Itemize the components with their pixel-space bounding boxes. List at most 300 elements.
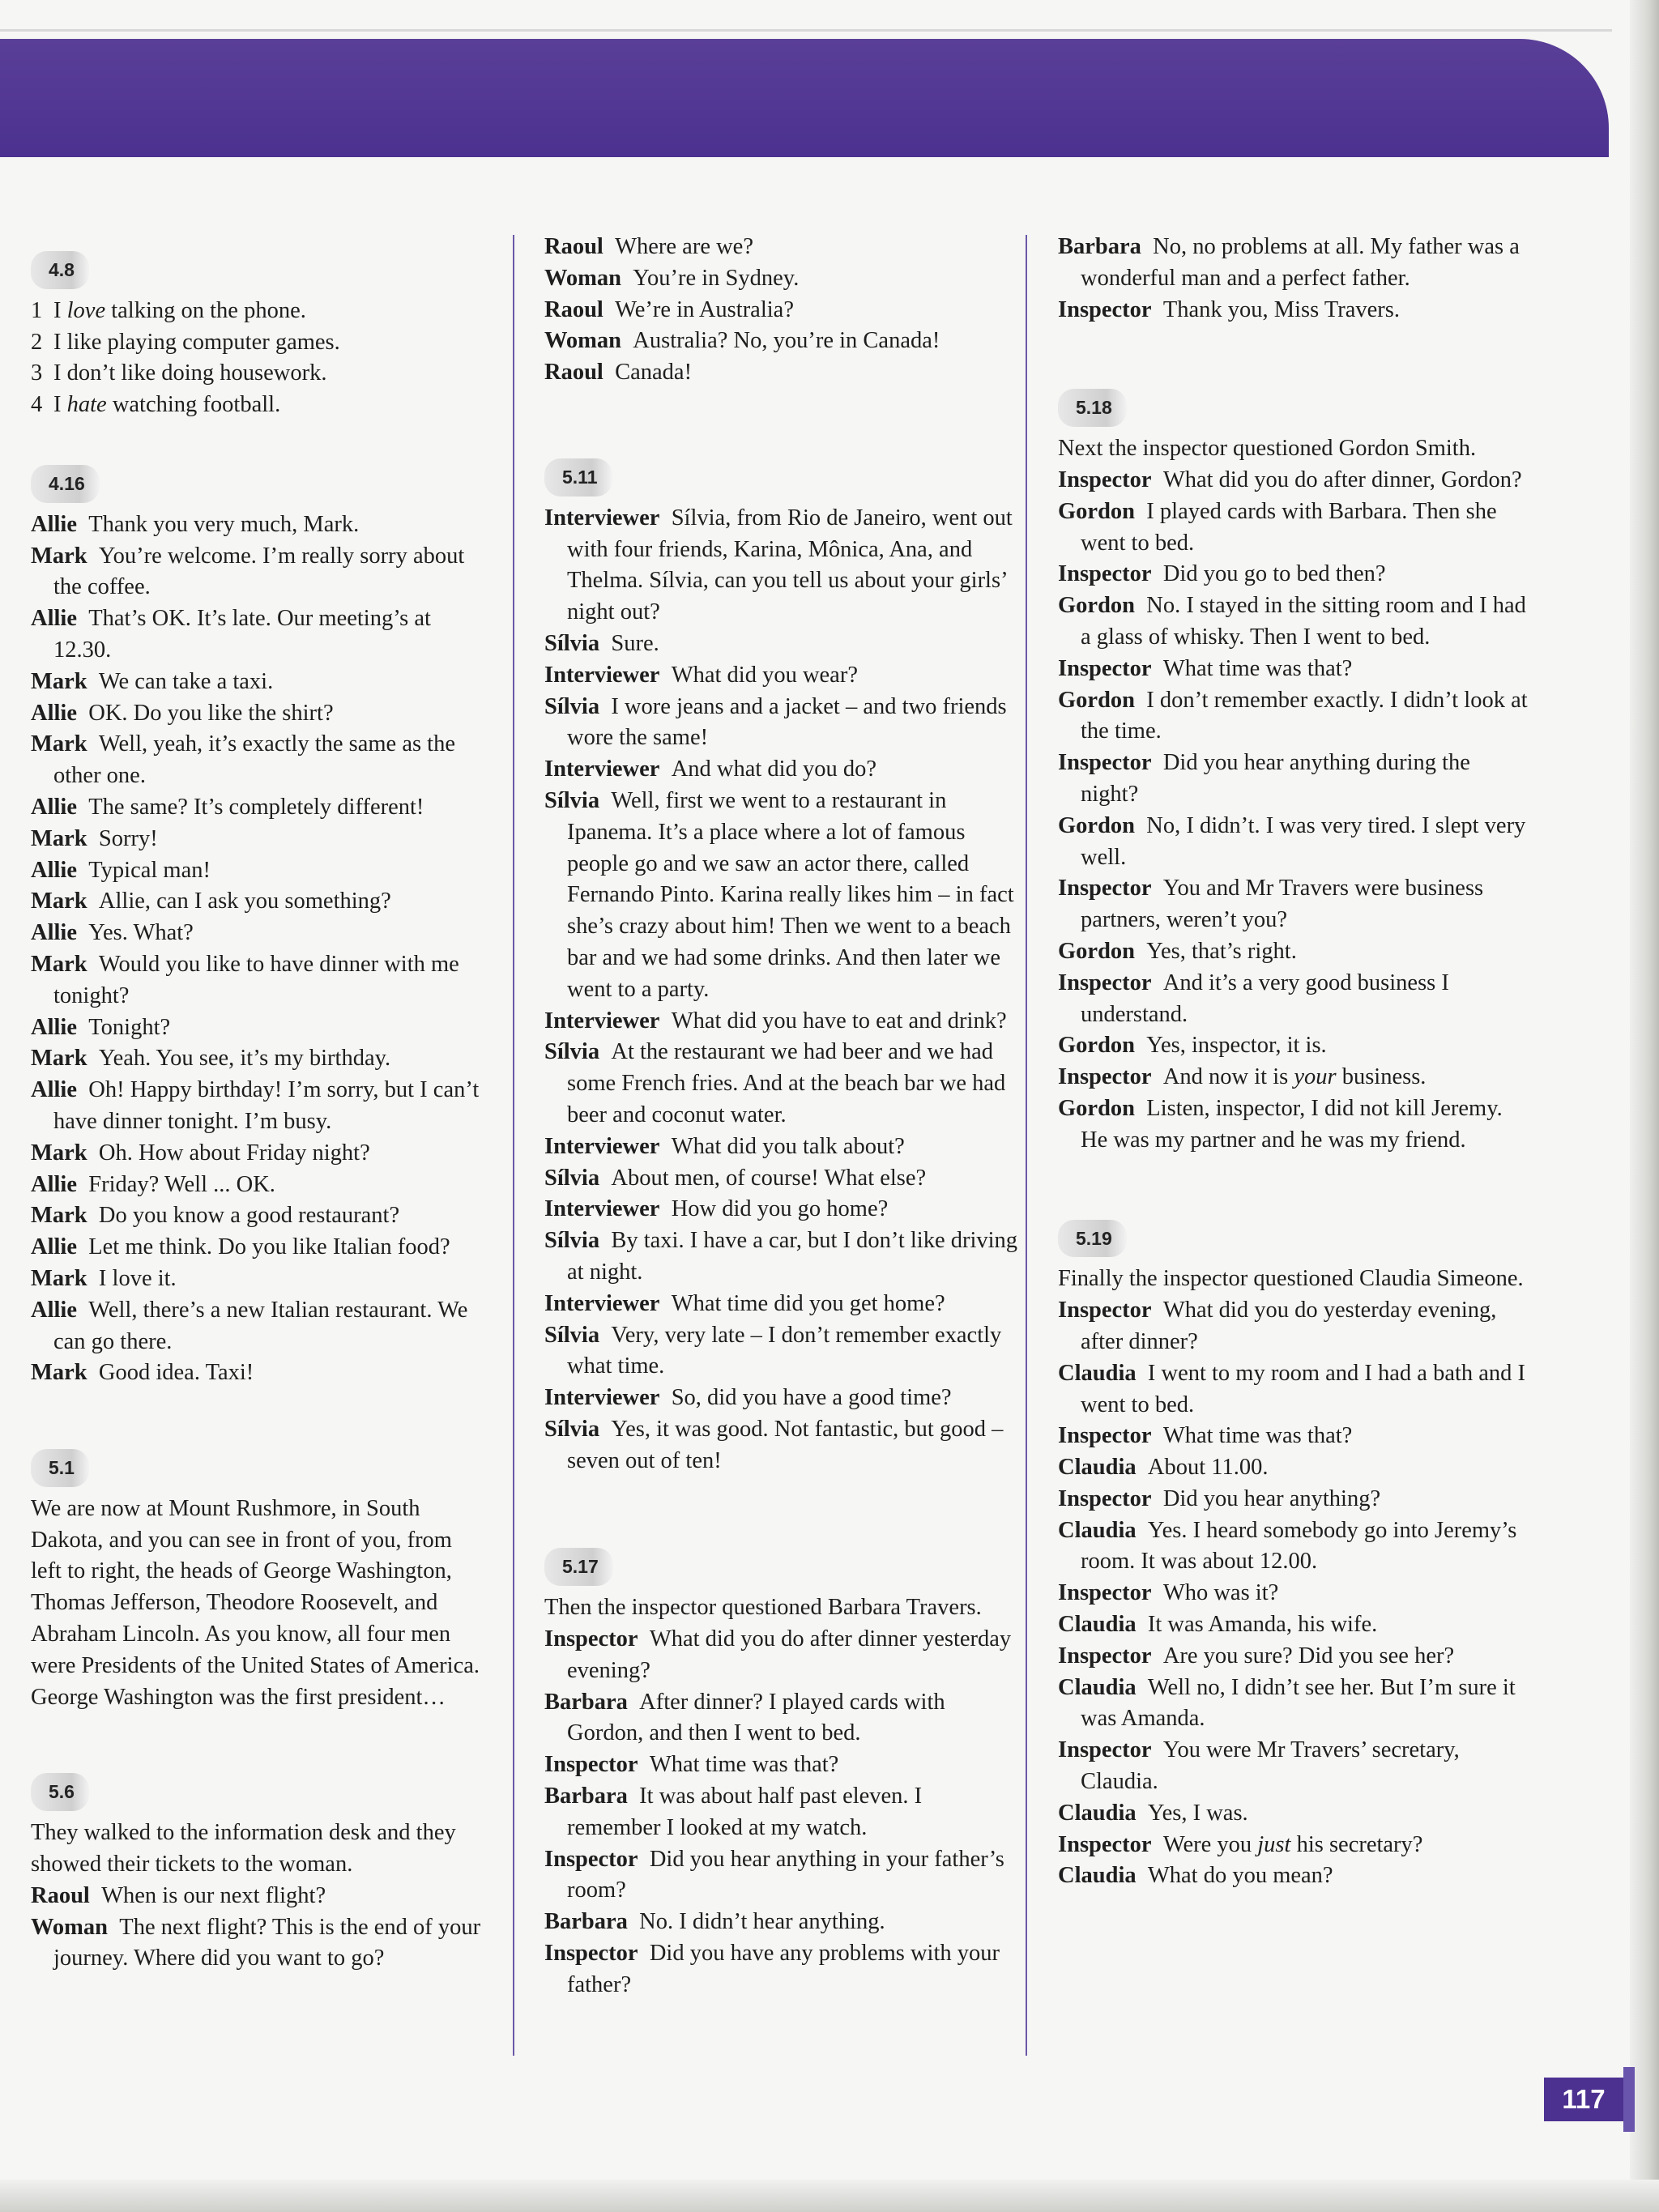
speech-text: No, I didn’t. I was very tired. I slept very well. <box>1081 812 1526 870</box>
column-rule-1 <box>513 235 514 2056</box>
dialogue-line <box>544 1320 1018 1383</box>
speaker-name: Inspector <box>1058 655 1152 681</box>
speech-text: Did you go to bed then? <box>1162 561 1386 587</box>
dialogue-line <box>1058 936 1528 968</box>
track-number-badge: 4.16 <box>31 465 100 503</box>
dialogue-line <box>544 263 1018 295</box>
dialogue-line <box>544 1907 1018 1938</box>
speaker-name: Claudia <box>1058 1360 1137 1386</box>
dialogue-line <box>31 1170 484 1201</box>
speech-text: Sorry! <box>98 825 158 851</box>
speaker-name: Gordon <box>1058 498 1136 524</box>
speech-text: Canada! <box>615 360 693 386</box>
speaker-name: Mark <box>31 731 87 757</box>
speech-text: Very, very late – I don’t remember exactly what time. <box>567 1322 1002 1379</box>
speaker-name: Raoul <box>31 1882 90 1908</box>
speech-text: What did you do after dinner, Gordon? <box>1162 467 1522 492</box>
speech-text: What time was that? <box>1162 1423 1353 1449</box>
speaker-name: Allie <box>31 794 77 820</box>
emphasis-text: just <box>1257 1831 1291 1857</box>
speaker-name: Sílvia <box>544 787 600 813</box>
dialogue-line <box>31 509 484 541</box>
dialogue-line <box>31 855 484 887</box>
list-number: 2 <box>31 329 43 355</box>
speaker-name: Barbara <box>544 1784 628 1809</box>
speaker-name: Mark <box>31 1203 87 1229</box>
dialogue-line <box>544 1163 1018 1195</box>
dialogue-line <box>31 824 484 855</box>
speaker-name: Mark <box>31 889 87 914</box>
speech-text: Yes, inspector, it is. <box>1146 1033 1327 1059</box>
speech-text: What did you do after dinner yesterday evening? <box>567 1626 1012 1683</box>
list-number: 1 <box>31 297 43 323</box>
speaker-name: Raoul <box>544 360 603 386</box>
dialogue-line <box>1058 1860 1528 1892</box>
dialogue-line <box>1058 1421 1528 1452</box>
speaker-name: Allie <box>31 606 77 632</box>
header-band <box>0 39 1609 157</box>
dialogue-line <box>544 1750 1018 1781</box>
speech-text: We can take a taxi. <box>98 668 274 694</box>
dialogue-line <box>31 1138 484 1170</box>
speech-text: Well, first we went to a restaurant in Ipanema. It’s a place where a lot of famous people go and we saw an actor there, called Fernando Pinto. Karina really likes him – in fact she’s crazy about him! Then we went to a beach bar and we had some drinks. And then later we went to a party. <box>567 787 1014 1002</box>
speaker-name: Interviewer <box>544 1385 660 1411</box>
narration-text: Finally the inspector questioned Claudia Simeone. <box>1058 1266 1524 1292</box>
dialogue-line <box>1058 811 1528 874</box>
track-number-badge: 5.11 <box>544 458 612 497</box>
speech-text: That’s OK. It’s late. Our meeting’s at 12.30. <box>53 606 431 663</box>
speech-text: When is our next flight? <box>101 1882 326 1908</box>
speaker-name: Sílvia <box>544 630 600 656</box>
speaker-name: Woman <box>31 1914 109 1940</box>
track-number-badge: 5.1 <box>31 1449 89 1487</box>
dialogue-line <box>544 1938 1018 2001</box>
transcript-section <box>544 458 1018 1477</box>
speaker-name: Inspector <box>1058 876 1152 901</box>
speaker-name: Interviewer <box>544 662 660 688</box>
list-text: talking on the phone. <box>105 297 306 323</box>
speech-text: Australia? No, you’re in Canada! <box>633 328 940 354</box>
dialogue-line <box>1058 465 1528 497</box>
speaker-name: Mark <box>31 668 87 694</box>
speaker-name: Inspector <box>544 1846 638 1872</box>
dialogue-line <box>544 326 1018 357</box>
speech-text: I played cards with Barbara. Then she went to bed. <box>1081 498 1497 556</box>
speech-text: Would you like to have dinner with me tonight? <box>53 951 459 1008</box>
transcript-section <box>1058 232 1528 326</box>
page-tab <box>1623 2067 1635 2132</box>
speaker-name: Mark <box>31 543 87 569</box>
page-number: 117 <box>1544 2078 1623 2121</box>
speaker-name: Inspector <box>1058 1831 1152 1857</box>
list-item <box>31 358 484 390</box>
transcript-section <box>1058 389 1528 1156</box>
speaker-name: Claudia <box>1058 1674 1137 1700</box>
speech-text: Tonight? <box>88 1014 171 1040</box>
speaker-name: Allie <box>31 700 77 726</box>
speech-text: I don’t remember exactly. I didn’t look at the time. <box>1081 687 1528 744</box>
dialogue-line <box>1058 232 1528 295</box>
list-number: 4 <box>31 392 43 418</box>
speech-text: No. I didn’t hear anything. <box>639 1909 885 1935</box>
speaker-name: Sílvia <box>544 1228 600 1254</box>
transcript-section <box>31 465 484 1389</box>
speaker-name: Inspector <box>1058 561 1152 587</box>
dialogue-line <box>544 1037 1018 1131</box>
narration-text: We are now at Mount Rushmore, in South Dakota, and you can see in front of you, from left to right, the heads of George Washington, Thomas Jefferson, Theodore Roosevelt, and Abraham Lincoln. As you know, all four men were Presidents of the United States of America. George Washington was the first president… <box>31 1495 480 1710</box>
page-top-edge <box>0 29 1612 32</box>
dialogue-line <box>31 541 484 604</box>
speech-text: It was Amanda, his wife. <box>1147 1612 1378 1638</box>
speech-text: Do you know a good restaurant? <box>98 1203 400 1229</box>
speaker-name: Gordon <box>1058 593 1136 619</box>
speaker-name: Raoul <box>544 296 603 322</box>
dialogue-line <box>544 503 1018 629</box>
dialogue-line <box>544 232 1018 263</box>
speaker-name: Inspector <box>1058 1737 1152 1763</box>
speech-text: What did you have to eat and drink? <box>671 1008 1007 1034</box>
dialogue-line <box>1058 1030 1528 1062</box>
dialogue-line <box>31 792 484 824</box>
dialogue-line <box>1058 1609 1528 1641</box>
speech-text: Thank you, Miss Travers. <box>1162 296 1400 322</box>
speaker-name: Gordon <box>1058 938 1136 964</box>
dialogue-line <box>544 357 1018 389</box>
page-bottom-edge <box>0 2180 1659 2212</box>
emphasis-text: hate <box>66 392 107 418</box>
dialogue-line <box>1058 1798 1528 1830</box>
transcript-section <box>544 232 1018 389</box>
speaker-name: Gordon <box>1058 1095 1136 1121</box>
narration-text: They walked to the information desk and they showed their tickets to the woman. <box>31 1820 456 1877</box>
speech-text: So, did you have a good time? <box>671 1385 952 1411</box>
dialogue-line <box>544 1844 1018 1907</box>
speech-text: Friday? Well ... OK. <box>88 1171 275 1197</box>
speech-text: About men, of course! What else? <box>611 1165 927 1191</box>
list-item <box>31 390 484 421</box>
speech-text: You’re welcome. I’m really sorry about the coffee. <box>53 543 465 600</box>
speaker-name: Sílvia <box>544 1165 600 1191</box>
dialogue-line <box>31 918 484 949</box>
emphasis-text: love <box>66 297 106 323</box>
dialogue-line <box>1058 1830 1528 1861</box>
speaker-name: Interviewer <box>544 1290 660 1316</box>
speech-text: Did you hear anything in your father’s room? <box>567 1846 1004 1903</box>
speech-text: Were you <box>1162 1831 1258 1857</box>
speech-text: How did you go home? <box>671 1196 889 1222</box>
dialogue-line <box>544 1414 1018 1477</box>
track-number-badge: 5.17 <box>544 1548 613 1586</box>
speech-text: Yeah. You see, it’s my birthday. <box>98 1046 391 1072</box>
dialogue-line <box>1058 1484 1528 1515</box>
speech-text: Well, yeah, it’s exactly the same as the other one. <box>53 731 456 789</box>
speech-text: Oh! Happy birthday! I’m sorry, but I can’t have dinner tonight. I’m busy. <box>53 1077 480 1134</box>
dialogue-line <box>31 949 484 1012</box>
list-number: 3 <box>31 360 43 386</box>
dialogue-line <box>31 1075 484 1138</box>
speaker-name: Barbara <box>1058 234 1141 259</box>
dialogue-line <box>1058 1578 1528 1609</box>
dialogue-line <box>1058 295 1528 326</box>
speech-text: What did you talk about? <box>671 1133 905 1159</box>
speech-text: his secretary? <box>1290 1831 1423 1857</box>
speaker-name: Interviewer <box>544 1196 660 1222</box>
dialogue-line <box>544 1006 1018 1038</box>
dialogue-line <box>544 1383 1018 1414</box>
speech-text: The next flight? This is the end of your journey. Where did you want to go? <box>53 1914 481 1971</box>
speech-text: Let me think. Do you like Italian food? <box>88 1234 450 1260</box>
speaker-name: Mark <box>31 1360 87 1386</box>
dialogue-line <box>544 660 1018 692</box>
list-item <box>31 296 484 327</box>
dialogue-line <box>544 1194 1018 1225</box>
transcript-section <box>31 251 484 421</box>
dialogue-line <box>1058 1358 1528 1421</box>
speaker-name: Inspector <box>1058 467 1152 492</box>
dialogue-line <box>1058 1062 1528 1093</box>
list-text: I like playing computer games. <box>53 329 340 355</box>
speech-text: Yes. I heard somebody go into Jeremy’s room. It was about 12.00. <box>1081 1517 1517 1575</box>
column-3 <box>1058 232 1528 1892</box>
speaker-name: Sílvia <box>544 1322 600 1348</box>
column-2 <box>544 232 1018 2001</box>
speaker-name: Inspector <box>1058 296 1152 322</box>
speaker-name: Mark <box>31 951 87 977</box>
speech-text: What time was that? <box>1162 655 1353 681</box>
dialogue-line <box>31 1264 484 1295</box>
dialogue-line <box>31 1912 484 1975</box>
dialogue-line <box>31 698 484 730</box>
speech-text: What did you wear? <box>671 662 858 688</box>
speaker-name: Interviewer <box>544 505 660 531</box>
dialogue-line <box>544 786 1018 1006</box>
book-edge <box>1630 0 1659 2212</box>
track-number-badge: 5.6 <box>31 1773 89 1811</box>
speech-text: By taxi. I have a car, but I don’t like driving at night. <box>567 1228 1018 1285</box>
dialogue-line <box>544 295 1018 326</box>
dialogue-line <box>1058 1295 1528 1358</box>
speech-text: And it’s a very good business I understand. <box>1081 970 1449 1027</box>
speech-text: Well, there’s a new Italian restaurant. We can go there. <box>53 1297 468 1354</box>
dialogue-line <box>31 667 484 698</box>
speaker-name: Inspector <box>1058 1423 1152 1449</box>
dialogue-line <box>1058 685 1528 748</box>
speaker-name: Inspector <box>1058 1643 1152 1669</box>
narration-text: Then the inspector questioned Barbara Travers. <box>544 1595 982 1621</box>
dialogue-line <box>544 692 1018 755</box>
dialogue-line <box>1058 1452 1528 1484</box>
speaker-name: Claudia <box>1058 1455 1137 1481</box>
speaker-name: Inspector <box>544 1626 638 1652</box>
speech-text: And what did you do? <box>671 757 876 782</box>
track-number-badge: 4.8 <box>31 251 89 289</box>
speaker-name: Mark <box>31 1046 87 1072</box>
speaker-name: Claudia <box>1058 1517 1137 1543</box>
speaker-name: Gordon <box>1058 1033 1136 1059</box>
speaker-name: Allie <box>31 1297 77 1323</box>
dialogue-line <box>31 886 484 918</box>
speaker-name: Interviewer <box>544 757 660 782</box>
dialogue-line <box>1058 873 1528 936</box>
speaker-name: Inspector <box>1058 1485 1152 1511</box>
list-text: I <box>53 392 67 418</box>
dialogue-line <box>544 1225 1018 1289</box>
speech-text: What time did you get home? <box>671 1290 945 1316</box>
dialogue-line <box>1058 590 1528 654</box>
speech-text: You were Mr Travers’ secretary, Claudia. <box>1081 1737 1460 1795</box>
dialogue-line <box>544 1132 1018 1163</box>
speech-text: At the restaurant we had beer and we had some French fries. And at the beach bar we had beer and coconut water. <box>567 1039 1006 1127</box>
speaker-name: Allie <box>31 920 77 946</box>
transcript-section <box>1058 1220 1528 1893</box>
speech-text: Where are we? <box>615 234 753 259</box>
dialogue-line <box>544 629 1018 660</box>
emphasis-text: your <box>1294 1064 1337 1090</box>
speech-text: Did you have any problems with your father? <box>567 1941 1000 1997</box>
speaker-name: Gordon <box>1058 687 1136 713</box>
dialogue-line <box>1058 559 1528 590</box>
transcript-section <box>31 1773 484 1975</box>
speaker-name: Interviewer <box>544 1133 660 1159</box>
dialogue-line <box>1058 1641 1528 1673</box>
transcript-section <box>544 1548 1018 2001</box>
speech-text: No, no problems at all. My father was a wonderful man and a perfect father. <box>1081 234 1520 291</box>
speech-text: I love it. <box>98 1265 177 1291</box>
speech-text: Well no, I didn’t see her. But I’m sure it was Amanda. <box>1081 1674 1516 1732</box>
speaker-name: Allie <box>31 1014 77 1040</box>
speech-text: The same? It’s completely different! <box>88 794 424 820</box>
speaker-name: Claudia <box>1058 1800 1137 1826</box>
speech-text: Listen, inspector, I did not kill Jeremy. He was my partner and he was my friend. <box>1081 1095 1503 1153</box>
column-rule-2 <box>1026 235 1027 2056</box>
speech-text: Typical man! <box>88 857 211 883</box>
speech-text: You’re in Sydney. <box>633 265 800 291</box>
dialogue-line <box>1058 654 1528 685</box>
dialogue-line <box>544 754 1018 786</box>
dialogue-line <box>31 1043 484 1075</box>
speech-text: Did you hear anything? <box>1162 1485 1381 1511</box>
speaker-name: Mark <box>31 825 87 851</box>
speech-text: Sure. <box>611 630 659 656</box>
speech-text: Good idea. Taxi! <box>98 1360 254 1386</box>
dialogue-line <box>1058 968 1528 1031</box>
speaker-name: Allie <box>31 857 77 883</box>
speech-text: What did you do yesterday evening, after dinner? <box>1081 1298 1497 1354</box>
dialogue-line <box>1058 1673 1528 1736</box>
speaker-name: Allie <box>31 511 77 537</box>
list-text: I <box>53 297 67 323</box>
speaker-name: Allie <box>31 1234 77 1260</box>
dialogue-line <box>544 1687 1018 1750</box>
dialogue-line <box>31 603 484 667</box>
speech-text: I went to my room and I had a bath and I went to bed. <box>1081 1360 1526 1417</box>
speaker-name: Inspector <box>1058 970 1152 995</box>
speaker-name: Sílvia <box>544 1416 600 1442</box>
speaker-name: Sílvia <box>544 1039 600 1065</box>
speaker-name: Inspector <box>1058 1580 1152 1606</box>
list-item <box>31 327 484 359</box>
speech-text: It was about half past eleven. I remember I looked at my watch. <box>567 1784 923 1840</box>
speaker-name: Claudia <box>1058 1863 1137 1889</box>
speaker-name: Inspector <box>544 1941 638 1967</box>
dialogue-line <box>31 1232 484 1264</box>
speech-text: I wore jeans and a jacket – and two friends wore the same! <box>567 693 1007 751</box>
speaker-name: Allie <box>31 1171 77 1197</box>
dialogue-line <box>31 1295 484 1358</box>
speech-text: Yes. What? <box>88 920 194 946</box>
speech-text: OK. Do you like the shirt? <box>88 700 334 726</box>
speech-text: We’re in Australia? <box>615 296 794 322</box>
dialogue-line <box>31 1357 484 1389</box>
dialogue-line <box>31 1881 484 1912</box>
speech-text: What do you mean? <box>1147 1863 1333 1889</box>
track-number-badge: 5.19 <box>1058 1220 1127 1258</box>
speaker-name: Gordon <box>1058 812 1136 838</box>
dialogue-line <box>31 1012 484 1044</box>
dialogue-line <box>1058 1735 1528 1798</box>
speech-text: About 11.00. <box>1147 1455 1269 1481</box>
transcript-section <box>31 1449 484 1713</box>
speech-text: After dinner? I played cards with Gordon, and then I went to bed. <box>567 1689 945 1746</box>
dialogue-line <box>1058 1093 1528 1157</box>
speaker-name: Raoul <box>544 234 603 259</box>
speech-text: And now it is <box>1162 1064 1294 1090</box>
speaker-name: Claudia <box>1058 1612 1137 1638</box>
speech-text: Sílvia, from Rio de Janeiro, went out with four friends, Karina, Mônica, Ana, and Thelma. Sílvia, can you tell us about your girls’ night out? <box>567 505 1013 625</box>
speech-text: Who was it? <box>1162 1580 1279 1606</box>
dialogue-line <box>544 1781 1018 1844</box>
column-1 <box>31 232 484 1975</box>
speech-text: Oh. How about Friday night? <box>98 1140 370 1166</box>
speaker-name: Inspector <box>1058 750 1152 776</box>
dialogue-line <box>544 1624 1018 1687</box>
speech-text: Thank you very much, Mark. <box>88 511 360 537</box>
dialogue-line <box>31 1200 484 1232</box>
narration-text: Next the inspector questioned Gordon Smith. <box>1058 436 1477 462</box>
track-number-badge: 5.18 <box>1058 389 1127 427</box>
dialogue-line <box>1058 1515 1528 1579</box>
speech-text: Yes, I was. <box>1147 1800 1248 1826</box>
dialogue-line <box>1058 497 1528 560</box>
speaker-name: Barbara <box>544 1689 628 1715</box>
dialogue-line <box>31 729 484 792</box>
speaker-name: Woman <box>544 265 622 291</box>
speech-text: What time was that? <box>649 1752 839 1778</box>
speaker-name: Inspector <box>1058 1298 1152 1323</box>
speaker-name: Barbara <box>544 1909 628 1935</box>
speech-text: Allie, can I ask you something? <box>98 889 391 914</box>
speech-text: Are you sure? Did you see her? <box>1162 1643 1455 1669</box>
speech-text: You and Mr Travers were business partners, weren’t you? <box>1081 876 1484 933</box>
speaker-name: Allie <box>31 1077 77 1103</box>
speech-text: business. <box>1336 1064 1427 1090</box>
speaker-name: Inspector <box>1058 1064 1152 1090</box>
speech-text: Did you hear anything during the night? <box>1081 750 1470 807</box>
speaker-name: Mark <box>31 1265 87 1291</box>
speech-text: Yes, that’s right. <box>1146 938 1297 964</box>
speaker-name: Mark <box>31 1140 87 1166</box>
speaker-name: Inspector <box>544 1752 638 1778</box>
speaker-name: Woman <box>544 328 622 354</box>
list-text: watching football. <box>106 392 281 418</box>
dialogue-line <box>544 1289 1018 1320</box>
speech-text: Yes, it was good. Not fantastic, but good – seven out of ten! <box>567 1416 1004 1473</box>
list-text: I don’t like doing housework. <box>53 360 327 386</box>
speaker-name: Interviewer <box>544 1008 660 1034</box>
dialogue-line <box>1058 748 1528 811</box>
speech-text: No. I stayed in the sitting room and I had a glass of whisky. Then I went to bed. <box>1081 593 1526 650</box>
speaker-name: Sílvia <box>544 693 600 719</box>
